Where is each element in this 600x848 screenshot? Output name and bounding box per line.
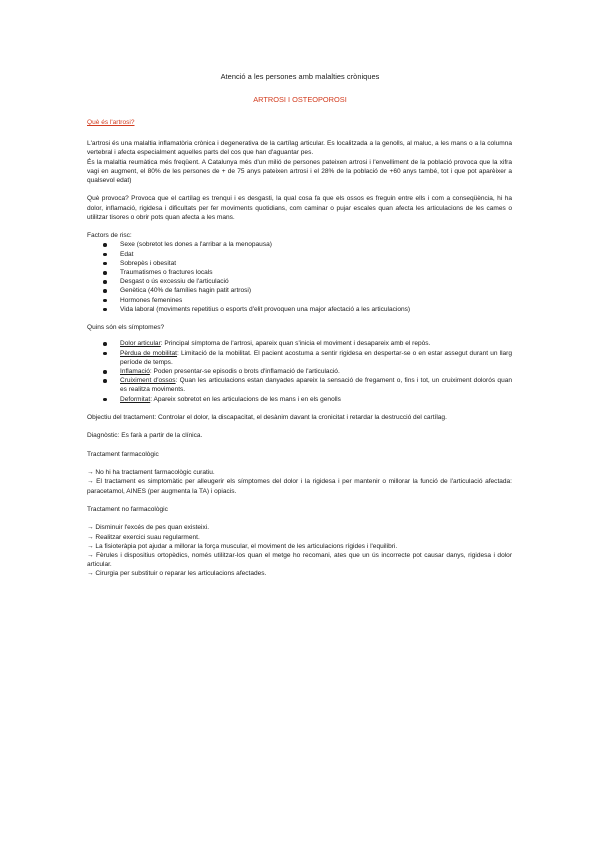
- list-item: Sobrepès i obesitat: [87, 259, 512, 268]
- symptom-text: : Poden presentar-se episodis o brots d'inflamació de l'articulació.: [149, 368, 340, 376]
- list-item: Hormones femenines: [87, 296, 512, 305]
- list-item: Edat: [87, 250, 512, 259]
- list-item: Genètica (40% de famílies hagin patit artrosi): [87, 286, 512, 295]
- paragraph-prevalence: És la malaltia reumàtica més freqüent. A Catalunya més d'un milió de persones pateixen artrosi i l'envelliment de la població provoca que la xifra vagi en augment, el 80% de les persones de + de 75 anys pateixen artrosi i el 28% de la població de +60 anys també, tot i que pot aparèixer a qualsevol edat): [87, 158, 512, 185]
- risk-factors-title: Factors de risc:: [87, 232, 132, 240]
- list-item: Traumatismes o fractures locals: [87, 268, 512, 277]
- paragraph-causes: Què provoca? Provoca que el cartílag es trenqui i es desgasti, la qual cosa fa que els ossos es freguin entre ells i com a conseqüència, hi ha dolor, inflamació, rigidesa i dificultats per fer moviments quotidians, com caminar o pujar escales quan afecta les articulacions de les cames o utilitzar tisores o obrir pots quan afecta a les mans.: [87, 195, 512, 221]
- list-item: Vida laboral (moviments repetitius o esports d'elit provoquen una major afectació a les articulacions): [87, 305, 512, 314]
- nonpharm-item: → La fisioteràpia pot ajudar a millorar la força muscular, el moviment de les articulacions rígides i l'equilibri.: [87, 542, 398, 550]
- list-item: [87, 339, 512, 348]
- list-item: [87, 376, 512, 394]
- symptom-text: : Limitació de la mobilitat. El pacient acostuma a sentir rigidesa en despertar-se o en estar assegut durant un llarg període de temps.: [120, 349, 512, 366]
- pharm-item: → El tractament es simptomàtic per alleugerir els símptomes del dolor i la rigidesa i per mantenir o millorar la funció de l'articulació afectada: paracetamol, AINES (per augmenta la TA) i opiacis.: [87, 478, 512, 495]
- nonpharm-item: → Disminuir l'excés de pes quan existeixi.: [87, 524, 210, 532]
- list-item: [87, 367, 512, 376]
- pharm-item: → No hi ha tractament farmacològic curatiu.: [87, 469, 215, 477]
- symptom-text: : Quan les articulacions estan danyades apareix la sensació de fregament o, fins i tot, un cruiximent dolorós quan es realitza moviments.: [120, 377, 512, 394]
- list-item: Desgast o ús excessiu de l'articulació: [87, 277, 512, 286]
- paragraph-definition: L'artrosi és una malaltia inflamatòria crònica i degenerativa de la cartílag articular. Es localitzada a la genolls, al maluc, a les mans o a la columna vertebral i afecta especialment aquelles parts del cos que han d'aguantar pes.: [87, 140, 512, 157]
- nonpharm-item: → Cirurgia per substituir o reparar les articulacions afectades.: [87, 570, 267, 578]
- section-question-artrosi: Què és l'artrosi?: [87, 119, 135, 126]
- document-subtitle: ARTROSI I OSTEOPOROSI: [253, 95, 347, 104]
- pharm-treatment-title: Tractament farmacològic: [87, 450, 159, 458]
- nonpharm-treatment-title: Tractament no farmacològic: [87, 506, 168, 513]
- symptom-label: Dolor articular: [120, 340, 161, 348]
- symptom-text: : Apareix sobretot en les articulacions de les mans i en els genolls: [150, 395, 341, 403]
- paragraph-diagnosis: Diagnòstic: Es farà a partir de la clínica.: [87, 432, 203, 440]
- symptom-label: Deformitat: [120, 395, 151, 403]
- symptom-label: Cruiximent d'ossos: [120, 377, 176, 385]
- symptom-label: Pèrdua de mobilitat: [120, 349, 178, 357]
- symptoms-title: Quins són els símptomes?: [87, 324, 165, 332]
- list-item: [87, 395, 512, 404]
- risk-factors-list: [87, 240, 512, 314]
- paragraph-objective: Objectiu del tractament: Controlar el dolor, la discapacitat, el desànim davant la cronicitat i retardar la destrucció del cartílag.: [87, 414, 447, 422]
- symptoms-list: [87, 339, 512, 403]
- symptom-label: Inflamació: [120, 368, 150, 376]
- list-item: [87, 349, 512, 367]
- nonpharm-item: → Fèrules i dispositius ortopèdics, només utilitzar-los quan el metge ho recomani, ates que un ús incorrecte pot causar danys, rigidesa i dolor articular.: [87, 552, 512, 569]
- document-body: [87, 118, 512, 579]
- list-item: Sexe (sobretot les dones a l'arribar a la menopausa): [87, 240, 512, 249]
- symptom-text: : Principal símptoma de l'artrosi, apareix quan s'inicia el moviment i desapareix amb el repòs.: [160, 340, 431, 348]
- document-header: Atenció a les persones amb malalties cròniques: [220, 72, 380, 81]
- nonpharm-item: → Realitzar exercici suau regularment.: [87, 533, 200, 541]
